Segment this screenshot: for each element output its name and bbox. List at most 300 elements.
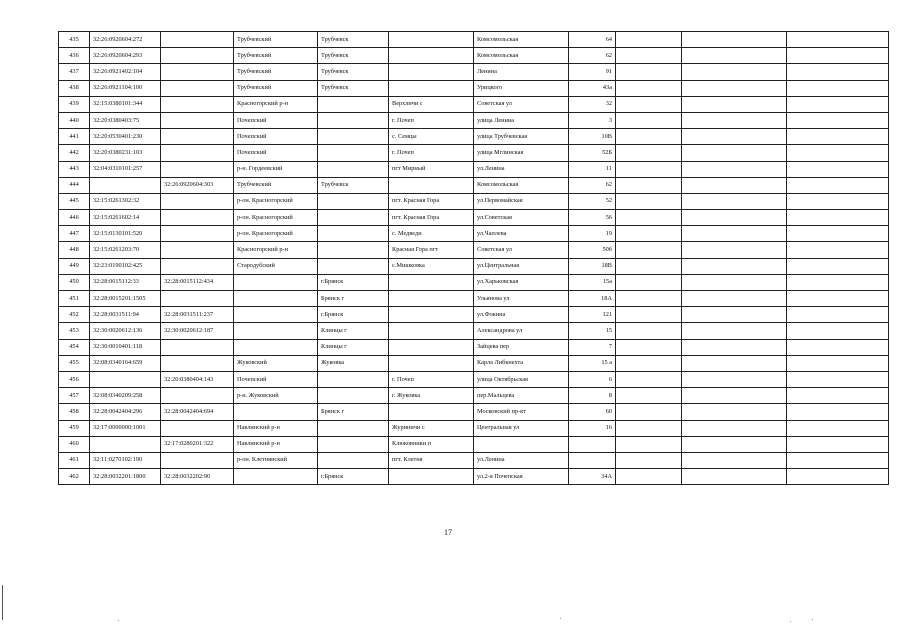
- district-cell: [234, 307, 318, 323]
- cadastral-number-cell: 32:15:0261203:70: [90, 242, 161, 258]
- district-cell: [234, 291, 318, 307]
- extra-cell-3-cell: [787, 274, 889, 290]
- street-cell: Александрова ул: [474, 323, 569, 339]
- alt-cadastral-number-cell: [161, 242, 234, 258]
- settlement-cell: с. Медведи: [389, 226, 474, 242]
- extra-cell-1-cell: [616, 274, 682, 290]
- district-cell: Жуковский: [234, 355, 318, 371]
- row-number-cell: 448: [59, 242, 90, 258]
- extra-cell-3-cell: [787, 291, 889, 307]
- table-row: [59, 469, 889, 485]
- district-cell: Почепский: [234, 112, 318, 128]
- row-number-cell: 449: [59, 258, 90, 274]
- extra-cell-1-cell: [616, 129, 682, 145]
- extra-cell-3-cell: [787, 420, 889, 436]
- house-number-cell: 32: [569, 96, 616, 112]
- extra-cell-3-cell: [787, 436, 889, 452]
- settlement-cell: [389, 80, 474, 96]
- extra-cell-2-cell: [682, 210, 787, 226]
- extra-cell-1-cell: [616, 258, 682, 274]
- extra-cell-3-cell: [787, 258, 889, 274]
- extra-cell-1-cell: [616, 177, 682, 193]
- house-number-cell: 8: [569, 388, 616, 404]
- cadastral-number-cell: 32:28:0015112:33: [90, 274, 161, 290]
- district-cell: Трубчевский: [234, 64, 318, 80]
- city-cell: [318, 161, 389, 177]
- extra-cell-2-cell: [682, 193, 787, 209]
- city-cell: [318, 210, 389, 226]
- city-cell: Клинцы г: [318, 323, 389, 339]
- settlement-cell: [389, 291, 474, 307]
- house-number-cell: 6: [569, 371, 616, 387]
- row-number-cell: 453: [59, 323, 90, 339]
- row-number-cell: 437: [59, 64, 90, 80]
- cadastral-number-cell: 32:30:0020612:136: [90, 323, 161, 339]
- settlement-cell: [389, 64, 474, 80]
- table-row: [59, 64, 889, 80]
- extra-cell-3-cell: [787, 177, 889, 193]
- district-cell: [234, 469, 318, 485]
- alt-cadastral-number-cell: [161, 258, 234, 274]
- row-number-cell: 436: [59, 48, 90, 64]
- extra-cell-1-cell: [616, 48, 682, 64]
- city-cell: [318, 145, 389, 161]
- row-number-cell: 454: [59, 339, 90, 355]
- alt-cadastral-number-cell: 32:28:0042404:694: [161, 404, 234, 420]
- cadastral-number-cell: [90, 177, 161, 193]
- cadastral-number-cell: 32:08:0340164:659: [90, 355, 161, 371]
- alt-cadastral-number-cell: 32:20:0380404:143: [161, 371, 234, 387]
- row-number-cell: 451: [59, 291, 90, 307]
- alt-cadastral-number-cell: [161, 210, 234, 226]
- scan-speck: [812, 619, 813, 620]
- city-cell: Жуковка: [318, 355, 389, 371]
- settlement-cell: пгт. Красная Гора: [389, 210, 474, 226]
- house-number-cell: 3: [569, 112, 616, 128]
- house-number-cell: 15: [569, 323, 616, 339]
- scan-speck: [790, 621, 791, 622]
- street-cell: Урицкого: [474, 80, 569, 96]
- district-cell: р-он. Красногорский: [234, 193, 318, 209]
- street-cell: Ленина: [474, 64, 569, 80]
- row-number-cell: 457: [59, 388, 90, 404]
- street-cell: улица Трубчевская: [474, 129, 569, 145]
- row-number-cell: 441: [59, 129, 90, 145]
- page-number: 17: [444, 528, 452, 537]
- alt-cadastral-number-cell: 32:30:0020612:187: [161, 323, 234, 339]
- street-cell: ул.Харьковская: [474, 274, 569, 290]
- extra-cell-3-cell: [787, 210, 889, 226]
- district-cell: Навлинский р-н: [234, 420, 318, 436]
- city-cell: [318, 96, 389, 112]
- row-number-cell: 450: [59, 274, 90, 290]
- extra-cell-3-cell: [787, 193, 889, 209]
- settlement-cell: [389, 469, 474, 485]
- extra-cell-3-cell: [787, 242, 889, 258]
- extra-cell-3-cell: [787, 129, 889, 145]
- district-cell: [234, 339, 318, 355]
- cadastral-number-cell: 32:28:0031511:94: [90, 307, 161, 323]
- district-cell: р-н. Жуковский: [234, 388, 318, 404]
- extra-cell-2-cell: [682, 339, 787, 355]
- row-number-cell: 452: [59, 307, 90, 323]
- extra-cell-3-cell: [787, 64, 889, 80]
- extra-cell-1-cell: [616, 371, 682, 387]
- cadastral-number-cell: 32:04:0310101:257: [90, 161, 161, 177]
- settlement-cell: с. Семцы: [389, 129, 474, 145]
- house-number-cell: 50б: [569, 242, 616, 258]
- extra-cell-1-cell: [616, 145, 682, 161]
- settlement-cell: [389, 48, 474, 64]
- table-row: [59, 404, 889, 420]
- city-cell: [318, 452, 389, 468]
- city-cell: [318, 226, 389, 242]
- street-cell: ул.Первомайская: [474, 193, 569, 209]
- city-cell: [318, 388, 389, 404]
- street-cell: улица Октябрьская: [474, 371, 569, 387]
- extra-cell-2-cell: [682, 177, 787, 193]
- table-row: [59, 339, 889, 355]
- row-number-cell: 440: [59, 112, 90, 128]
- extra-cell-1-cell: [616, 291, 682, 307]
- cadastral-number-cell: 32:26:0920604:272: [90, 32, 161, 48]
- extra-cell-1-cell: [616, 112, 682, 128]
- house-number-cell: 121: [569, 307, 616, 323]
- extra-cell-3-cell: [787, 323, 889, 339]
- city-cell: г.Брянск: [318, 307, 389, 323]
- alt-cadastral-number-cell: [161, 339, 234, 355]
- row-number-cell: 439: [59, 96, 90, 112]
- alt-cadastral-number-cell: [161, 452, 234, 468]
- district-cell: Стародубский: [234, 258, 318, 274]
- table-body: [59, 32, 889, 485]
- cadastral-number-cell: 32:15:0261602:14: [90, 210, 161, 226]
- street-cell: Комсомольская: [474, 48, 569, 64]
- cadastral-number-cell: 32:28:0015201:1505: [90, 291, 161, 307]
- alt-cadastral-number-cell: 32:26:0920604:303: [161, 177, 234, 193]
- row-number-cell: 462: [59, 469, 90, 485]
- district-cell: р-он. Красногорский: [234, 226, 318, 242]
- house-number-cell: [569, 452, 616, 468]
- alt-cadastral-number-cell: 32:28:0015112:434: [161, 274, 234, 290]
- table-row: [59, 355, 889, 371]
- city-cell: [318, 420, 389, 436]
- house-number-cell: 18А: [569, 291, 616, 307]
- extra-cell-3-cell: [787, 96, 889, 112]
- extra-cell-2-cell: [682, 274, 787, 290]
- house-number-cell: 7: [569, 339, 616, 355]
- city-cell: [318, 129, 389, 145]
- extra-cell-1-cell: [616, 307, 682, 323]
- district-cell: Красногорский р-н: [234, 242, 318, 258]
- city-cell: [318, 436, 389, 452]
- settlement-cell: пгт Мирный: [389, 161, 474, 177]
- cadastral-number-cell: 32:26:0921402:104: [90, 64, 161, 80]
- table-row: [59, 436, 889, 452]
- extra-cell-3-cell: [787, 161, 889, 177]
- district-cell: [234, 404, 318, 420]
- settlement-cell: [389, 323, 474, 339]
- extra-cell-3-cell: [787, 469, 889, 485]
- house-number-cell: 19: [569, 226, 616, 242]
- settlement-cell: [389, 177, 474, 193]
- settlement-cell: [389, 274, 474, 290]
- house-number-cell: 11: [569, 161, 616, 177]
- house-number-cell: 60: [569, 404, 616, 420]
- table-row: [59, 80, 889, 96]
- cadastral-number-cell: 32:23:0190102:425: [90, 258, 161, 274]
- cadastral-number-cell: 32:28:0042404:296: [90, 404, 161, 420]
- extra-cell-3-cell: [787, 371, 889, 387]
- settlement-cell: [389, 32, 474, 48]
- house-number-cell: 15а: [569, 274, 616, 290]
- extra-cell-3-cell: [787, 452, 889, 468]
- district-cell: р-н. Гордеевский: [234, 161, 318, 177]
- city-cell: [318, 258, 389, 274]
- district-cell: Трубчевский: [234, 80, 318, 96]
- street-cell: ул.Чаплева: [474, 226, 569, 242]
- row-number-cell: 446: [59, 210, 90, 226]
- alt-cadastral-number-cell: [161, 226, 234, 242]
- cadastral-number-cell: [90, 436, 161, 452]
- extra-cell-3-cell: [787, 355, 889, 371]
- row-number-cell: 435: [59, 32, 90, 48]
- scan-speck: [118, 620, 119, 621]
- settlement-cell: г. Почеп: [389, 145, 474, 161]
- street-cell: Советская ул: [474, 96, 569, 112]
- extra-cell-2-cell: [682, 64, 787, 80]
- extra-cell-2-cell: [682, 258, 787, 274]
- alt-cadastral-number-cell: 32:28:0032202:90: [161, 469, 234, 485]
- city-cell: Трубчевск: [318, 48, 389, 64]
- alt-cadastral-number-cell: 32:28:0031511:237: [161, 307, 234, 323]
- alt-cadastral-number-cell: [161, 48, 234, 64]
- settlement-cell: г. Почеп: [389, 112, 474, 128]
- street-cell: улица Мглинская: [474, 145, 569, 161]
- cadastral-number-cell: 32:17:0000000:1001: [90, 420, 161, 436]
- extra-cell-1-cell: [616, 388, 682, 404]
- district-cell: Трубчевский: [234, 32, 318, 48]
- row-number-cell: 458: [59, 404, 90, 420]
- cadastral-number-cell: 32:15:0261302:32: [90, 193, 161, 209]
- alt-cadastral-number-cell: [161, 129, 234, 145]
- house-number-cell: 91: [569, 64, 616, 80]
- extra-cell-3-cell: [787, 339, 889, 355]
- settlement-cell: г. Почеп: [389, 371, 474, 387]
- table-row: [59, 420, 889, 436]
- street-cell: пер.Мальцева: [474, 388, 569, 404]
- extra-cell-3-cell: [787, 80, 889, 96]
- extra-cell-2-cell: [682, 226, 787, 242]
- house-number-cell: 16: [569, 420, 616, 436]
- extra-cell-3-cell: [787, 404, 889, 420]
- alt-cadastral-number-cell: [161, 355, 234, 371]
- cadastral-number-cell: 32:11:0270102:190: [90, 452, 161, 468]
- settlement-cell: [389, 404, 474, 420]
- extra-cell-1-cell: [616, 436, 682, 452]
- alt-cadastral-number-cell: [161, 96, 234, 112]
- row-number-cell: 460: [59, 436, 90, 452]
- extra-cell-2-cell: [682, 420, 787, 436]
- extra-cell-1-cell: [616, 323, 682, 339]
- cadastral-number-cell: 32:20:0380403:75: [90, 112, 161, 128]
- row-number-cell: 442: [59, 145, 90, 161]
- extra-cell-2-cell: [682, 436, 787, 452]
- street-cell: ул.Ленина: [474, 161, 569, 177]
- extra-cell-2-cell: [682, 48, 787, 64]
- house-number-cell: 62: [569, 48, 616, 64]
- street-cell: Советская ул: [474, 242, 569, 258]
- street-cell: ул.Центральная: [474, 258, 569, 274]
- city-cell: Брянск г: [318, 404, 389, 420]
- street-cell: ул.Ленина: [474, 452, 569, 468]
- extra-cell-3-cell: [787, 48, 889, 64]
- table-row: [59, 452, 889, 468]
- extra-cell-2-cell: [682, 469, 787, 485]
- city-cell: Брянск г: [318, 291, 389, 307]
- row-number-cell: 456: [59, 371, 90, 387]
- district-cell: р-он. Клетнянский: [234, 452, 318, 468]
- district-cell: Красногорский р-н: [234, 96, 318, 112]
- district-cell: Почепский: [234, 129, 318, 145]
- cadastral-number-cell: 32:20:0380231:103: [90, 145, 161, 161]
- house-number-cell: 56: [569, 210, 616, 226]
- table-row: [59, 177, 889, 193]
- extra-cell-1-cell: [616, 96, 682, 112]
- city-cell: Трубчевск: [318, 80, 389, 96]
- street-cell: ул.Советская: [474, 210, 569, 226]
- cadastral-number-cell: 32:26:0920604:293: [90, 48, 161, 64]
- alt-cadastral-number-cell: [161, 64, 234, 80]
- settlement-cell: [389, 307, 474, 323]
- row-number-cell: 447: [59, 226, 90, 242]
- city-cell: [318, 242, 389, 258]
- settlement-cell: [389, 339, 474, 355]
- extra-cell-2-cell: [682, 129, 787, 145]
- house-number-cell: [569, 436, 616, 452]
- extra-cell-2-cell: [682, 323, 787, 339]
- table-row: [59, 145, 889, 161]
- table-row: [59, 291, 889, 307]
- table-row: [59, 210, 889, 226]
- city-cell: [318, 112, 389, 128]
- alt-cadastral-number-cell: [161, 291, 234, 307]
- extra-cell-2-cell: [682, 32, 787, 48]
- table-row: [59, 193, 889, 209]
- scan-edge-mark: [2, 585, 3, 620]
- row-number-cell: 443: [59, 161, 90, 177]
- table-row: [59, 258, 889, 274]
- extra-cell-2-cell: [682, 355, 787, 371]
- extra-cell-1-cell: [616, 242, 682, 258]
- district-cell: Почепский: [234, 145, 318, 161]
- alt-cadastral-number-cell: 32:17:0280201:322: [161, 436, 234, 452]
- alt-cadastral-number-cell: [161, 388, 234, 404]
- street-cell: Комсомольская: [474, 177, 569, 193]
- extra-cell-2-cell: [682, 161, 787, 177]
- cadastral-number-cell: 32:26:0921104:100: [90, 80, 161, 96]
- street-cell: Комсомольская: [474, 32, 569, 48]
- cadastral-number-cell: 32:20:0530401:230: [90, 129, 161, 145]
- table-row: [59, 307, 889, 323]
- district-cell: Почепский: [234, 371, 318, 387]
- house-number-cell: 52: [569, 193, 616, 209]
- row-number-cell: 438: [59, 80, 90, 96]
- district-cell: [234, 274, 318, 290]
- extra-cell-2-cell: [682, 96, 787, 112]
- city-cell: Клинцы г: [318, 339, 389, 355]
- table-row: [59, 48, 889, 64]
- extra-cell-3-cell: [787, 145, 889, 161]
- district-cell: Трубчевский: [234, 177, 318, 193]
- alt-cadastral-number-cell: [161, 145, 234, 161]
- alt-cadastral-number-cell: [161, 161, 234, 177]
- extra-cell-3-cell: [787, 32, 889, 48]
- extra-cell-2-cell: [682, 307, 787, 323]
- alt-cadastral-number-cell: [161, 193, 234, 209]
- table-row: [59, 32, 889, 48]
- district-cell: Трубчевский: [234, 48, 318, 64]
- row-number-cell: 459: [59, 420, 90, 436]
- settlement-cell: Верхличи с: [389, 96, 474, 112]
- city-cell: г.Брянск: [318, 469, 389, 485]
- cadastral-number-cell: 32:15:0380101:344: [90, 96, 161, 112]
- district-cell: р-он. Красногорский: [234, 210, 318, 226]
- city-cell: Трубчевск: [318, 177, 389, 193]
- extra-cell-2-cell: [682, 80, 787, 96]
- extra-cell-2-cell: [682, 388, 787, 404]
- street-cell: Московский пр-кт: [474, 404, 569, 420]
- extra-cell-1-cell: [616, 226, 682, 242]
- settlement-cell: пгт. Красная Гора: [389, 193, 474, 209]
- extra-cell-1-cell: [616, 355, 682, 371]
- house-number-cell: 62: [569, 177, 616, 193]
- row-number-cell: 461: [59, 452, 90, 468]
- house-number-cell: 18В: [569, 258, 616, 274]
- extra-cell-1-cell: [616, 80, 682, 96]
- cadastral-number-cell: 32:30:0010401:118: [90, 339, 161, 355]
- registry-table: [58, 31, 889, 485]
- house-number-cell: 15 а: [569, 355, 616, 371]
- district-cell: Навлинский р-н: [234, 436, 318, 452]
- cadastral-number-cell: 32:28:0032201:1800: [90, 469, 161, 485]
- extra-cell-1-cell: [616, 420, 682, 436]
- table-row: [59, 129, 889, 145]
- street-cell: Зайцева пер: [474, 339, 569, 355]
- settlement-cell: Красная Гора пгт: [389, 242, 474, 258]
- extra-cell-1-cell: [616, 404, 682, 420]
- city-cell: Трубчевск: [318, 32, 389, 48]
- house-number-cell: 10В: [569, 129, 616, 145]
- settlement-cell: пгт. Клетня: [389, 452, 474, 468]
- cadastral-number-cell: 32:15:0130101:520: [90, 226, 161, 242]
- row-number-cell: 444: [59, 177, 90, 193]
- house-number-cell: 64: [569, 32, 616, 48]
- extra-cell-2-cell: [682, 112, 787, 128]
- city-cell: Трубчевск: [318, 64, 389, 80]
- table-row: [59, 242, 889, 258]
- alt-cadastral-number-cell: [161, 32, 234, 48]
- extra-cell-1-cell: [616, 452, 682, 468]
- settlement-cell: г. Жуковка: [389, 388, 474, 404]
- alt-cadastral-number-cell: [161, 112, 234, 128]
- street-cell: [474, 436, 569, 452]
- city-cell: [318, 371, 389, 387]
- extra-cell-3-cell: [787, 112, 889, 128]
- extra-cell-2-cell: [682, 404, 787, 420]
- extra-cell-2-cell: [682, 145, 787, 161]
- extra-cell-2-cell: [682, 371, 787, 387]
